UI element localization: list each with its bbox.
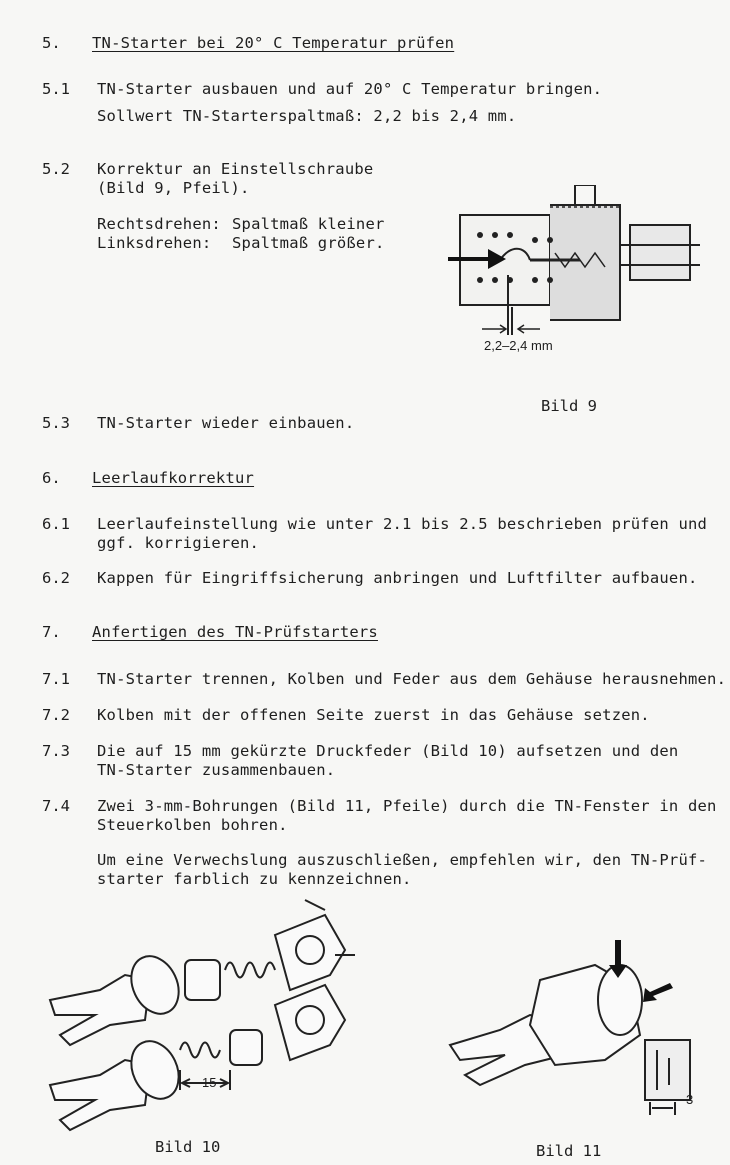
right-turn-label: Rechtsdrehen: [97,215,221,233]
section-6-1-line2: ggf. korrigieren. [97,534,260,552]
bild-9-caption: Bild 9 [541,397,597,415]
section-7-3-number: 7.3 [42,742,70,760]
section-7-title: Anfertigen des TN-Prüfstarters [92,623,378,641]
section-7-4-number: 7.4 [42,797,70,815]
section-6-1-number: 6.1 [42,515,70,533]
bild-11-dimension: 3 [686,1092,694,1107]
section-5-1-number: 5.1 [42,80,70,98]
bild-11-drawing [445,940,715,1125]
section-7-1-text: TN-Starter trennen, Kolben und Feder aus dem Gehäuse herausnehmen. [97,670,727,688]
section-5-title: TN-Starter bei 20° C Temperatur prüfen [92,34,455,52]
section-7-4-note2: starter farblich zu kennzeichnen. [97,870,412,888]
section-7-1-number: 7.1 [42,670,70,688]
right-turn-value: Spaltmaß kleiner [232,215,385,233]
bild-10-caption: Bild 10 [155,1138,221,1156]
section-6-2-number: 6.2 [42,569,70,587]
bild-10-drawing [40,895,370,1135]
left-turn-value: Spaltmaß größer. [232,234,385,252]
section-6-title: Leerlaufkorrektur [92,469,255,487]
section-5-1-line2: Sollwert TN-Starterspaltmaß: 2,2 bis 2,4 mm. [97,107,517,125]
section-7-4-line1: Zwei 3-mm-Bohrungen (Bild 11, Pfeile) durch die TN-Fenster in den [97,797,717,815]
section-5-number: 5. [42,34,61,52]
section-6-1-line1: Leerlaufeinstellung wie unter 2.1 bis 2.5 beschrieben prüfen und [97,515,708,533]
section-5-2-number: 5.2 [42,160,70,178]
section-7-4-note1: Um eine Verwechslung auszuschließen, empfehlen wir, den TN-Prüf- [97,851,708,869]
section-5-3-text: TN-Starter wieder einbauen. [97,414,355,432]
section-5-2-line2: (Bild 9, Pfeil). [97,179,250,197]
bild-9-drawing [440,185,702,360]
section-5-3-number: 5.3 [42,414,70,432]
section-7-2-number: 7.2 [42,706,70,724]
bild-11-caption: Bild 11 [536,1142,602,1160]
section-6-2-text: Kappen für Eingriffsicherung anbringen und Luftfilter aufbauen. [97,569,698,587]
section-5-1-line1: TN-Starter ausbauen und auf 20° C Temperatur bringen. [97,80,603,98]
bild-9-dimension: 2,2–2,4 mm [484,338,553,353]
section-5-2-line1: Korrektur an Einstellschraube [97,160,374,178]
section-7-number: 7. [42,623,61,641]
section-7-3-line1: Die auf 15 mm gekürzte Druckfeder (Bild 10) aufsetzen und den [97,742,679,760]
section-7-4-line2: Steuerkolben bohren. [97,816,288,834]
section-7-2-text: Kolben mit der offenen Seite zuerst in das Gehäuse setzen. [97,706,650,724]
left-turn-label: Linksdrehen: [97,234,212,252]
section-6-number: 6. [42,469,61,487]
section-7-3-line2: TN-Starter zusammenbauen. [97,761,336,779]
bild-10-dimension: 15 [202,1075,217,1090]
